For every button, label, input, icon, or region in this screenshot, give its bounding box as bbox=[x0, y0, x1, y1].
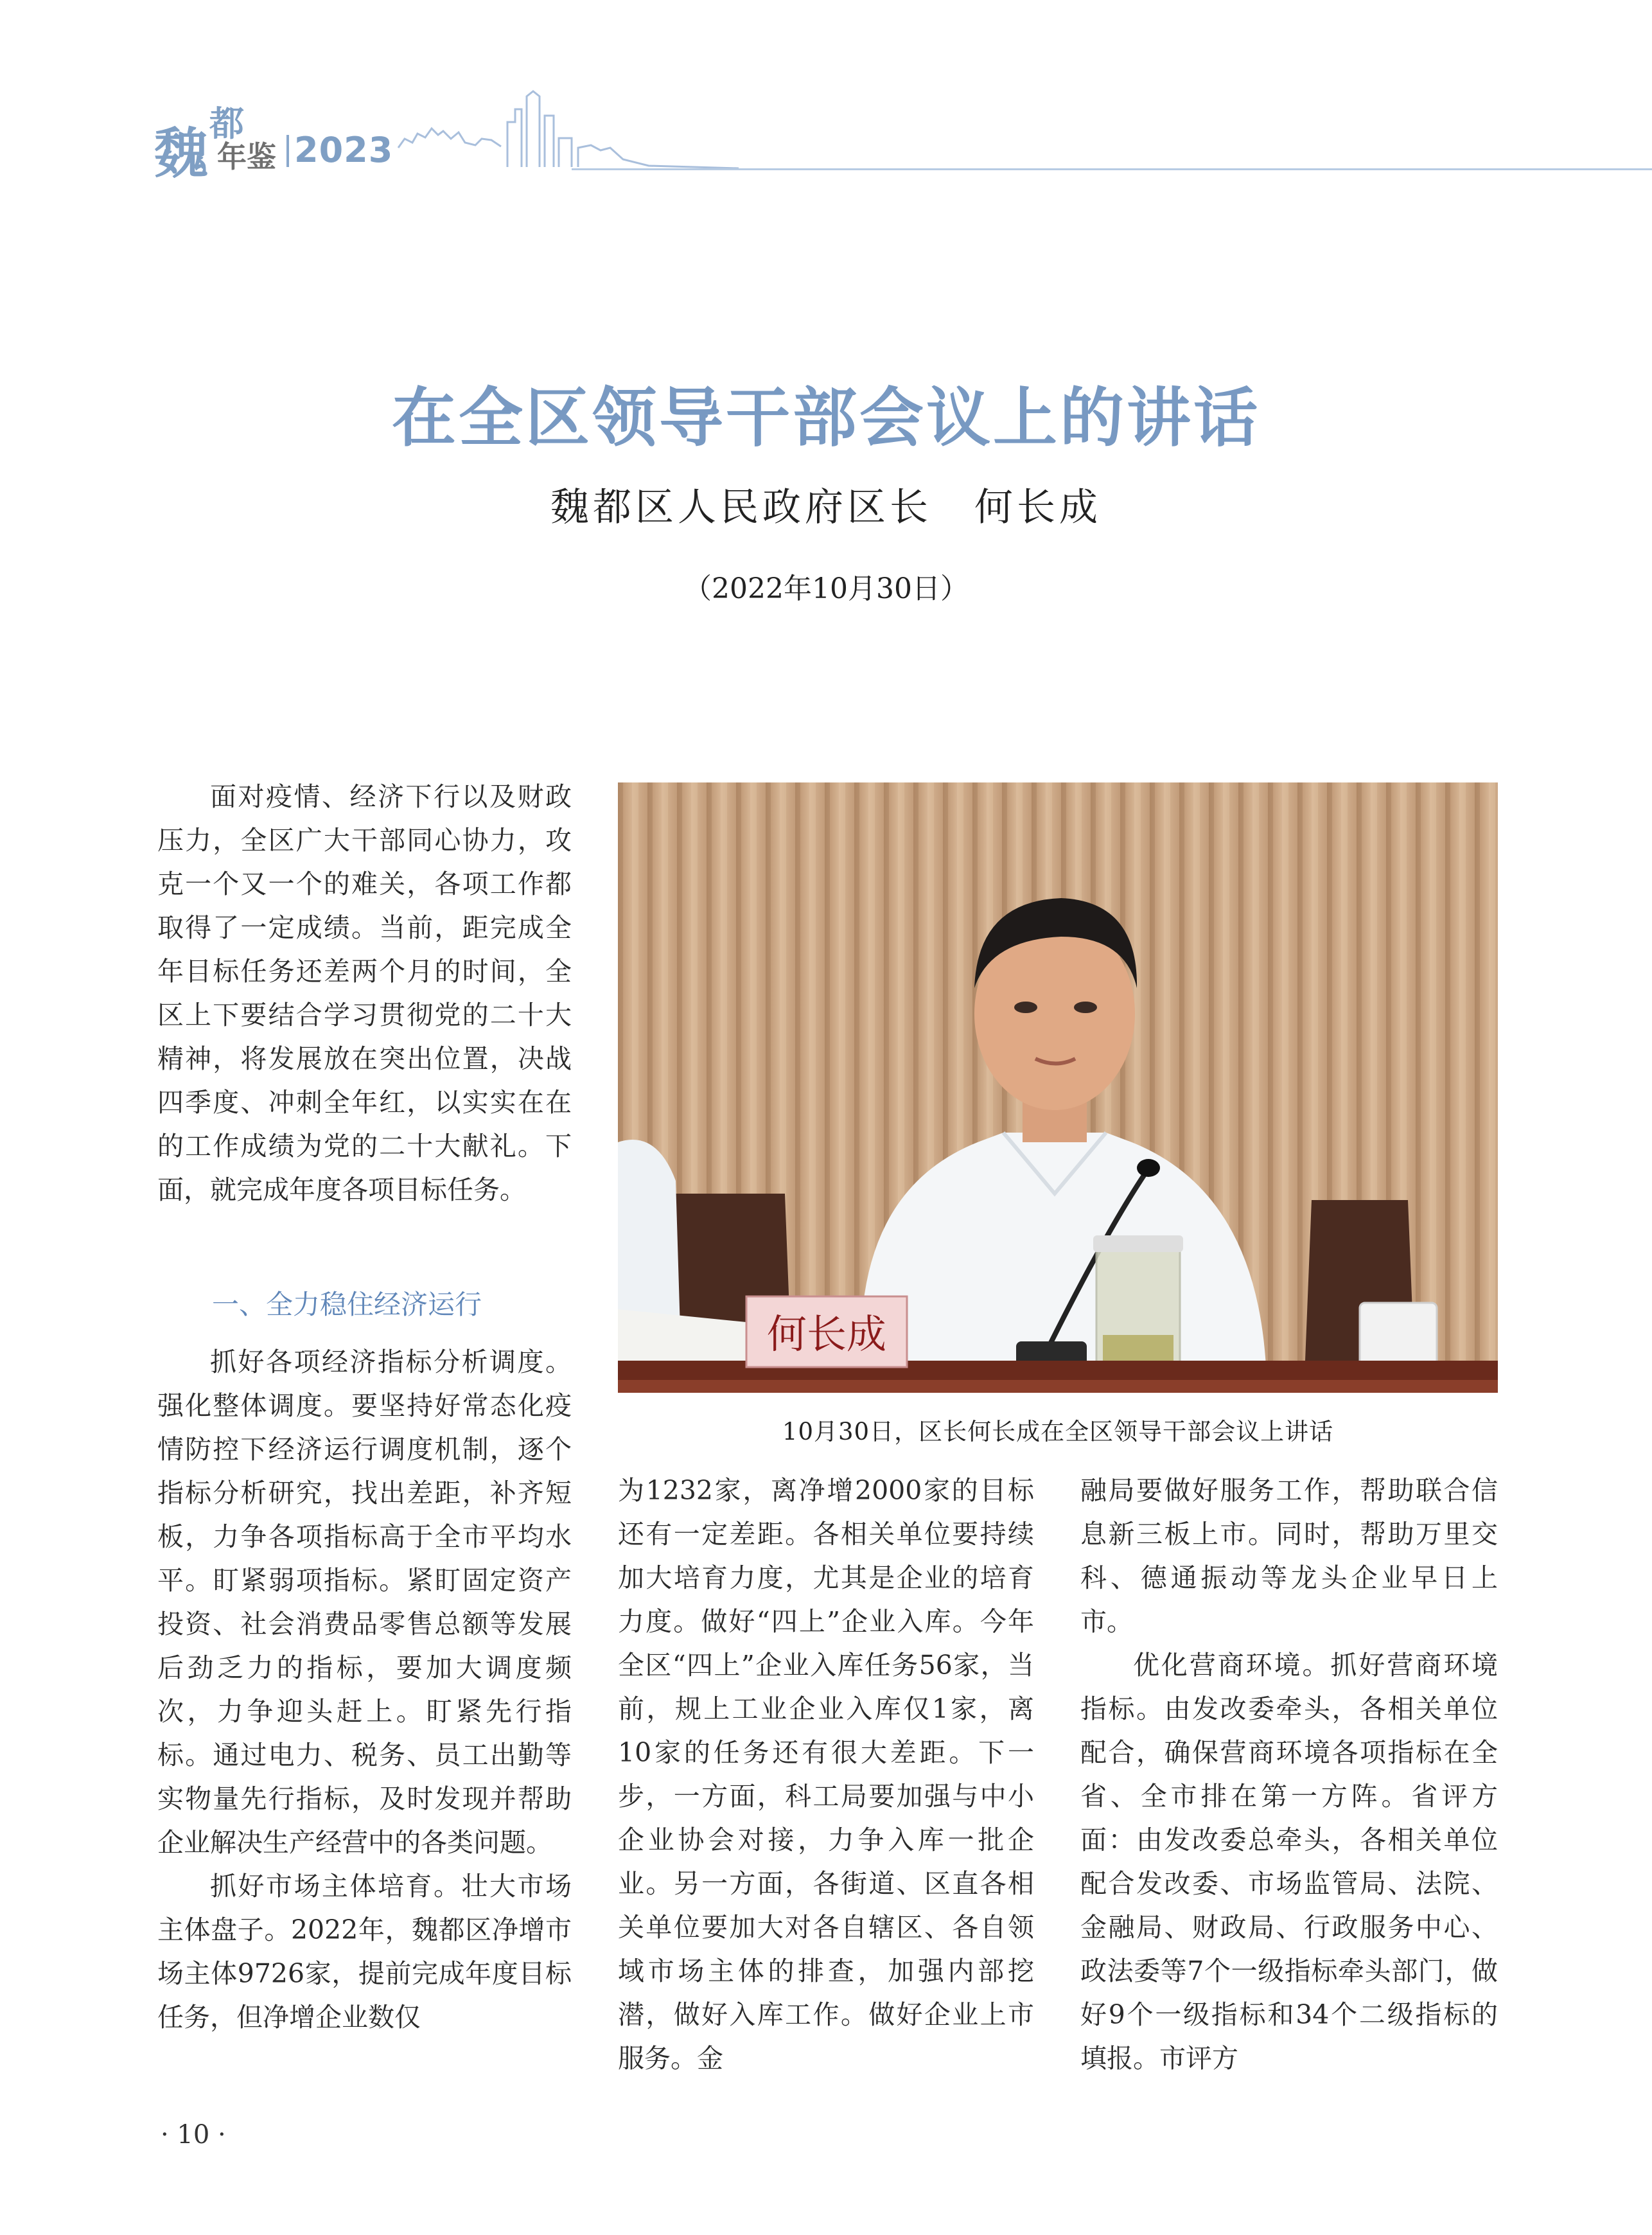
logo-year: 2023 bbox=[294, 130, 394, 170]
logo-wei: 魏 bbox=[154, 122, 209, 185]
intro-paragraph: 面对疫情、经济下行以及财政压力，全区广大干部同心协力，攻克一个又一个的难关，各项工作都取得了一定成绩。当前，距完成全年目标任务还差两个月的时间，全区上下要结合学习贯彻党的二十大精神，将发展放在突出位置，决战四季度、冲刺全年红，以实实在在的工作成绩为党的二十大献礼。下面，就完成年度各项目标任务。 bbox=[157, 781, 572, 1205]
page-number: · 10 · bbox=[161, 2120, 226, 2150]
logo-divider bbox=[286, 135, 289, 167]
right-column bbox=[1080, 1469, 1498, 2080]
paragraph-market-entities: 抓好市场主体培育。壮大市场主体盘子。2022年，魏都区净增市场主体9726家，提前完成年度目标任务，但净增企业数仅 bbox=[157, 1871, 572, 2033]
article-author: 魏都区人民政府区长 何长成 bbox=[550, 485, 1102, 530]
speaker-photo-illustration bbox=[618, 782, 1498, 1393]
paragraph-indicators: 抓好各项经济指标分析调度。强化整体调度。要坚持好常态化疫情防控下经济运行调度机制，逐个指标分析研究，找出差距，补齐短板，力争各项指标高于全市平均水平。盯紧弱项指标。紧盯固定资产投资、社会消费品零售总额等发展后劲乏力的指标，要加大调度频次，力争迎头赶上。盯紧先行指标。通过电力、税务、员工出勤等实物量先行指标，及时发现并帮助企业解决生产经营中的各类问题。 bbox=[157, 1347, 572, 1858]
section-heading: 一、全力稳住经济运行 bbox=[212, 1289, 482, 1320]
article-date: （2022年10月30日） bbox=[683, 572, 969, 605]
logo-du: 都 bbox=[209, 103, 244, 144]
middle-column bbox=[618, 1469, 1034, 2080]
nameplate-text: 何长成 bbox=[766, 1311, 887, 1357]
city-skyline-icon bbox=[379, 84, 739, 173]
middle-column-text: 为1232家，离净增2000家的目标还有一定差距。各相关单位要持续加大培育力度，尤其是企业的培育力度。做好“四上”企业入库。今年全区“四上”企业入库任务56家，当前，规上工业企业入库仅1家，离10家的任务还有很大差距。下一步，一方面，科工局要加强与中小企业协会对接，力争入库一批企业。另一方面，各街道、区直各相关单位要加大对各自辖区、各自领域市场主体的排查，加强内部挖潜，做好入库工作。做好企业上市服务。金 bbox=[618, 1475, 1034, 2074]
header-rule bbox=[572, 168, 1652, 170]
right-paragraph-listing: 融局要做好服务工作，帮助联合信息新三板上市。同时，帮助万里交科、德通振动等龙头企业早日上市。 bbox=[1080, 1475, 1498, 1637]
logo-nianjian: 年鉴 bbox=[217, 139, 276, 174]
meeting-photo bbox=[618, 782, 1498, 1393]
left-column-intro bbox=[157, 775, 572, 1212]
right-paragraph-business-env: 优化营商环境。抓好营商环境指标。由发改委牵头，各相关单位配合，确保营商环境各项指标在全省、全市排在第一方阵。省评方面：由发改委总牵头，各相关单位配合发改委、市场监管局、法院、金融局、财政局、行政服务中心、政法委等7个一级指标牵头部门，做好9个一级指标和34个二级指标的填报。市评方 bbox=[1080, 1650, 1498, 2074]
running-header bbox=[154, 84, 1652, 185]
left-column-body bbox=[157, 1340, 572, 2039]
photo-caption: 10月30日，区长何长成在全区领导干部会议上讲话 bbox=[782, 1418, 1334, 1445]
article-title: 在全区领导干部会议上的讲话 bbox=[392, 380, 1260, 455]
